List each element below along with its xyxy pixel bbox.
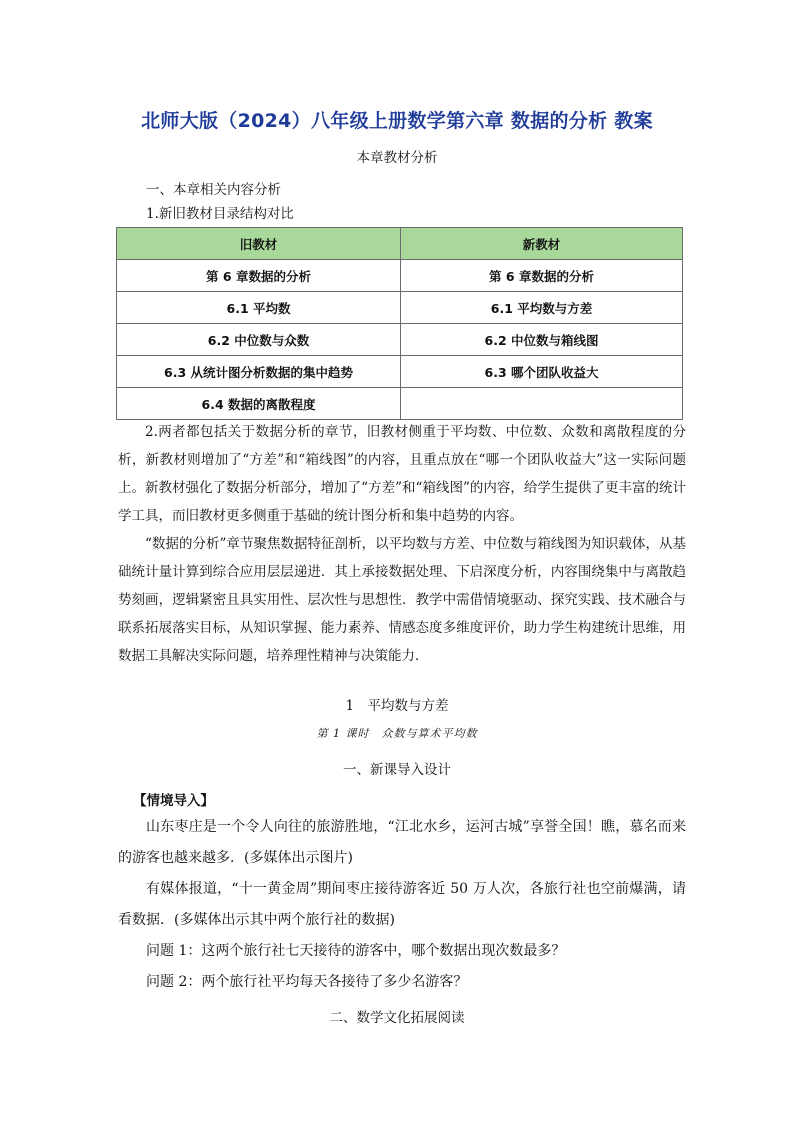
table-cell: 6.4 数据的离散程度 [117,388,401,420]
table-cell: 6.1 平均数与方差 [401,292,683,324]
table-cell: 6.2 中位数与众数 [117,324,401,356]
table-row [117,388,683,420]
question-item: 问题 1：这两个旅行社七天接待的游客中，哪个数据出现次数最多？ [146,943,566,959]
chapter-summary-paragraph: “数据的分析”章节聚焦数据特征剖析，以平均数与方差、中位数与箱线图为知识载体，从基础统计量计算到综合应用层层递进．其上承接数据处理、下启深度分析，内容围绕集中与离散趋势刻画，逻辑紧密且具实用性、层次性与思想性．教学中需借情境驱动、探究实践、技术融合与联系拓展落实目标，从知识掌握、能力素养、情感态度多维度评价，助力学生构建统计思维，用数据工具解决实际问题，培养理性精神与决策能力． [118,536,686,664]
table-cell: 6.3 从统计图分析数据的集中趋势 [117,356,401,388]
section-heading: 一、本章相关内容分析 [146,182,281,198]
table-row [117,260,683,292]
part-heading: 一、新课导入设计 [343,762,451,778]
table-cell: 第 6 章数据的分析 [401,260,683,292]
table-row [117,292,683,324]
table-cell: 6.1 平均数 [117,292,401,324]
document-title: 北师大版（2024）八年级上册数学第六章 数据的分析 教案 [141,110,653,132]
intro-paragraph: 山东枣庄是一个令人向往的旅游胜地，“江北水乡，运河古城”享誉全国！瞧，慕名而来的游客也越来越多．(多媒体出示图片) [118,819,686,866]
table-row [117,356,683,388]
section-title [0,694,794,714]
table-cell: 6.2 中位数与箱线图 [401,324,683,356]
lesson-title: 第 1 课时 众数与算术平均数 [316,727,478,740]
table-header-new: 新教材 [401,228,683,260]
part-heading: 二、数学文化拓展阅读 [329,1010,465,1026]
table-header-row [117,228,683,260]
table-row [117,324,683,356]
question-item: 问题 2：两个旅行社平均每天各接待了多少名游客？ [146,974,468,990]
intro-paragraph: 有媒体报道，“十一黄金周”期间枣庄接待游客近 50 万人次，各旅行社也空前爆满，请看数据．(多媒体出示其中两个旅行社的数据) [118,881,686,928]
table-cell [401,388,683,420]
comparison-paragraph: 2.两者都包括关于数据分析的章节，旧教材侧重于平均数、中位数、众数和离散程度的分析，新教材则增加了“方差”和“箱线图”的内容，且重点放在“哪一个团队收益大”这一实际问题上。新教材强化了数据分析部分，增加了“方差”和“箱线图”的内容，给学生提供了更丰富的统计学工具，而旧教材更多侧重于基础的统计图分析和集中趋势的内容。 [118,424,686,524]
section-number: 1 [345,698,355,714]
comparison-table [116,227,683,420]
table-cell: 6.3 哪个团队收益大 [401,356,683,388]
intro-label: 【情境导入】 [133,793,214,809]
chapter-subtitle: 本章教材分析 [356,150,438,166]
section-name: 平均数与方差 [367,698,449,714]
subsection-heading: 1.新旧教材目录结构对比 [146,206,294,222]
table-header-old: 旧教材 [117,228,401,260]
table-cell: 第 6 章数据的分析 [117,260,401,292]
